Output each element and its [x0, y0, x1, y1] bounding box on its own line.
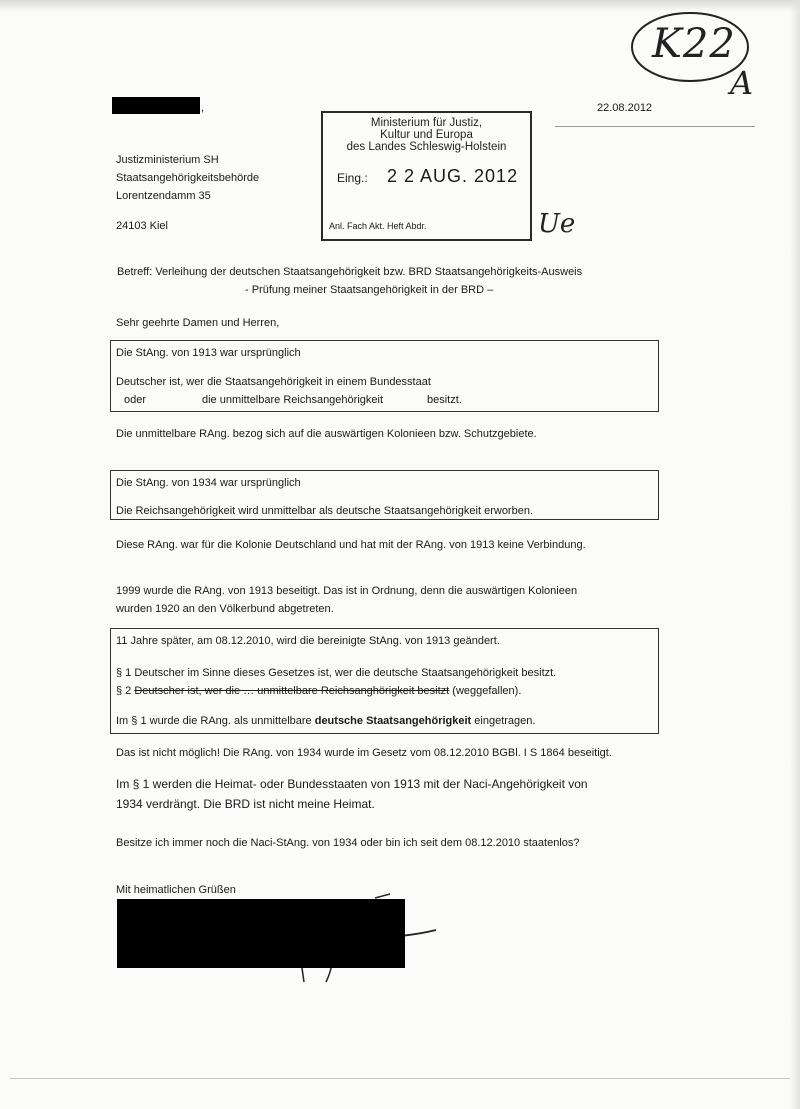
box3-line-4 [116, 714, 535, 728]
box3-line-4-bold: deutsche Staatsangehörigkeit [314, 715, 472, 727]
scan-footer-line [10, 1078, 790, 1079]
stamp-eing-label: Eing.: [337, 171, 368, 185]
paragraph-1: Die unmittelbare RAng. bezog sich auf die auswärtigen Kolonieen bzw. Schutzgebiete. [116, 428, 537, 440]
box3-line-4-prefix: Im § 1 wurde die RAng. als unmittelbare [116, 715, 315, 727]
paragraph-2: Diese RAng. war für die Kolonie Deutschland und hat mit der RAng. von 1913 keine Verbindung. [116, 539, 586, 551]
recipient-line-2: Staatsangehörigkeitsbehörde [116, 172, 260, 184]
sender-comma: , [201, 102, 205, 114]
salutation: Sehr geehrte Damen und Herren, [116, 317, 280, 329]
box3-line-2: § 1 Deutscher im Sinne dieses Gesetzes ist, wer die deutsche Staatsangehörigkeit besitzt. [116, 667, 557, 679]
stamp-eing-date: 2 2 AUG. 2012 [387, 166, 519, 186]
paragraph-5-line-2: 1934 verdrängt. Die BRD ist nicht meine Heimat. [116, 797, 375, 811]
box3-line-3-prefix: § 2 [116, 685, 135, 697]
box1-line-3-besitzt: besitzt. [427, 394, 462, 406]
box2-line-1: Die StAng. von 1934 war ursprünglich [116, 477, 301, 489]
recipient-line-1: Justizministerium SH [116, 154, 219, 166]
sender-redaction [112, 97, 200, 114]
box1-line-1: Die StAng. von 1913 war ursprünglich [116, 347, 301, 359]
box1-line-2: Deutscher ist, wer die Staatsangehörigkeit in einem Bundesstaat [116, 376, 431, 388]
date-underline [555, 126, 755, 127]
box3-line-3-struck: Deutscher ist, wer die … unmittelbare Reichsanghörigkeit besitzt [134, 685, 450, 697]
box1-line-3-rang: die unmittelbare Reichsangehörigkeit [202, 394, 383, 406]
scan-edge-right [790, 0, 800, 1109]
subject-line-1: Betreff: Verleihung der deutschen Staatsangehörigkeit bzw. BRD Staatsangehörigkeits-Ausweis [117, 266, 583, 278]
circled-mark-text: K22 [652, 21, 736, 67]
recipient-line-4: 24103 Kiel [116, 220, 168, 232]
corner-mark: A [730, 64, 754, 102]
box1-line-3-oder: oder [124, 394, 147, 406]
paragraph-6: Besitze ich immer noch die Naci-StAng. von 1934 oder bin ich seit dem 08.12.2010 staatenlos? [116, 837, 580, 849]
stamp-check-row: Anl. Fach Akt. Heft Abdr. [329, 221, 427, 231]
box2-line-2: Die Reichsangehörigkeit wird unmittelbar als deutsche Staatsangehörigkeit erworben. [116, 505, 534, 517]
stamp-line-1: Ministerium für Justiz, [370, 117, 483, 129]
box3-line-3 [116, 684, 521, 698]
initials-mark: Ue [538, 209, 576, 239]
letter-date: 22.08.2012 [597, 102, 653, 114]
paragraph-5-line-1: Im § 1 werden die Heimat- oder Bundesstaaten von 1913 mit der Naci-Angehörigkeit von [116, 777, 588, 791]
paragraph-3-line-1: 1999 wurde die RAng. von 1913 beseitigt. Das ist in Ordnung, denn die auswärtigen Kolonieen [116, 585, 578, 597]
box3-line-3-suffix: (weggefallen). [449, 685, 522, 697]
receipt-stamp [321, 111, 532, 241]
stamp-line-3: des Landes Schleswig-Holstein [346, 141, 507, 153]
stamp-line-2: Kultur und Europa [380, 129, 473, 141]
subject-line-2: - Prüfung meiner Staatsangehörigkeit in der BRD – [245, 284, 494, 296]
signature-redaction [117, 899, 405, 968]
paragraph-3-line-2: wurden 1920 an den Völkerbund abgetreten. [116, 603, 334, 615]
recipient-line-3: Lorentzendamm 35 [116, 190, 211, 202]
box3-line-4-suffix: eingetragen. [471, 715, 536, 727]
closing: Mit heimatlichen Grüßen [116, 884, 236, 896]
box3-line-1: 11 Jahre später, am 08.12.2010, wird die bereinigte StAng. von 1913 geändert. [116, 635, 500, 647]
paragraph-4: Das ist nicht möglich! Die RAng. von 1934 wurde im Gesetz vom 08.12.2010 BGBl. I S 1864 beseitigt. [116, 747, 612, 759]
